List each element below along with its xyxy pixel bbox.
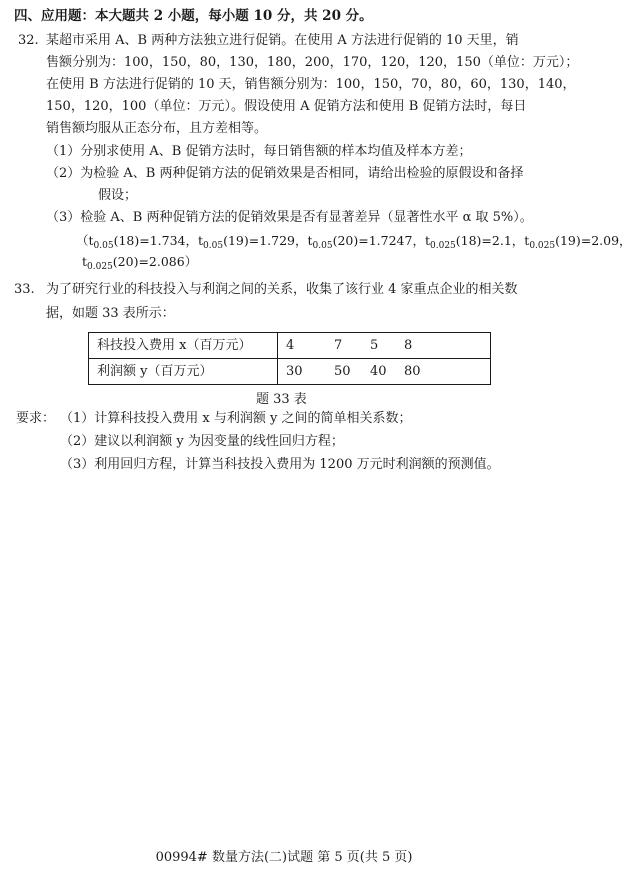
- ref-subscript: 0.025: [87, 262, 113, 272]
- requirements-label: 要求：: [16, 411, 56, 426]
- ref-t-symbol: t: [524, 233, 530, 248]
- q32-item-2-cont: 假设；: [98, 188, 138, 203]
- ref-subscript: 0.05: [312, 241, 333, 251]
- table-caption: 题 33 表: [256, 392, 307, 407]
- table-cell: 5: [370, 337, 379, 353]
- table-cell: 30: [286, 363, 303, 379]
- requirement-3: （3）利用回归方程，计算当科技投入费用为 1200 万元时利润额的预测值。: [60, 457, 500, 472]
- ref-value: (19)=2.09，: [555, 233, 632, 248]
- ref-value: (19)=1.729，: [223, 233, 308, 248]
- page-footer: 00994# 数量方法(二)试题 第 5 页(共 5 页): [155, 850, 413, 865]
- section-heading: 四、应用题：本大题共 2 小题，每小题 10 分，共 20 分。: [14, 8, 373, 24]
- row-values-y: [278, 359, 491, 385]
- q33-number: 33.: [14, 282, 35, 297]
- q32-number: 32.: [18, 33, 39, 48]
- ref-t-symbol: t: [424, 233, 430, 248]
- table-row: [89, 359, 491, 385]
- q32-critical-values: [76, 233, 632, 249]
- q32-line-5: 销售额均服从正态分布，且方差相等。: [46, 121, 268, 136]
- requirement-1: （1）计算科技投入费用 x 与利润额 y 之间的简单相关系数；: [60, 411, 412, 426]
- q32-item-1: （1）分别求使用 A、B 促销方法时，每日销售额的样本均值及样本方差；: [46, 144, 472, 159]
- table-cell: 7: [334, 337, 343, 353]
- row-header-y: 利润额 y（百万元）: [89, 359, 278, 385]
- q32-critical-values-cont: [82, 254, 197, 270]
- table-row: [89, 333, 491, 359]
- ref-subscript: 0.025: [529, 241, 556, 251]
- ref-value: (18)=2.1，: [455, 233, 525, 248]
- q32-line-2: 售额分别为：100，150，80，130，180，200，170，120，120，150（单位：万元）；: [46, 55, 579, 70]
- ref-subscript: 0.05: [93, 241, 114, 251]
- table-cell: 4: [286, 337, 295, 353]
- q33-table: [88, 332, 491, 385]
- ref-subscript: 0.05: [203, 241, 224, 251]
- ref-t-symbol: t: [307, 233, 313, 248]
- ref-t-symbol: t: [82, 254, 88, 269]
- ref-value: (18)=1.734，: [113, 233, 199, 248]
- ref-t-symbol: t: [88, 233, 94, 248]
- table-cell: 80: [404, 363, 421, 379]
- q32-item-2: （2）为检验 A、B 两种促销方法的促销效果是否相同，请给出检验的原假设和备择: [46, 166, 524, 181]
- table-cell: 8: [404, 337, 413, 353]
- q33-line-2: 据，如题 33 表所示：: [46, 306, 175, 321]
- table-cell: 50: [334, 363, 351, 379]
- requirement-2: （2）建议以利润额 y 为因变量的线性回归方程；: [60, 434, 344, 449]
- ref-subscript: 0.025: [430, 241, 456, 251]
- q32-line-3: 在使用 B 方法进行促销的 10 天，销售额分别为：100，150，70，80，60，130，140，: [46, 77, 576, 92]
- row-values-x: [278, 333, 491, 359]
- row-header-x: 科技投入费用 x（百万元）: [89, 333, 278, 359]
- ref-value: (20)=1.7247，: [332, 233, 425, 248]
- ref-open: （: [76, 233, 89, 248]
- ref-value: (20)=2.086）: [112, 254, 198, 269]
- q32-line-4: 150，120，100（单位：万元）。假设使用 A 促销方法和使用 B 促销方法时，每日: [46, 99, 527, 114]
- q33-line-1: 为了研究行业的科技投入与利润之间的关系，收集了该行业 4 家重点企业的相关数: [46, 282, 518, 297]
- q32-item-3: （3）检验 A、B 两种促销方法的促销效果是否有显著差异（显著性水平 α 取 5%）。: [46, 210, 533, 225]
- ref-t-symbol: t: [198, 233, 204, 248]
- q32-line-1: 某超市采用 A、B 两种方法独立进行促销。在使用 A 方法进行促销的 10 天里，销: [46, 33, 519, 48]
- table-cell: 40: [370, 363, 387, 379]
